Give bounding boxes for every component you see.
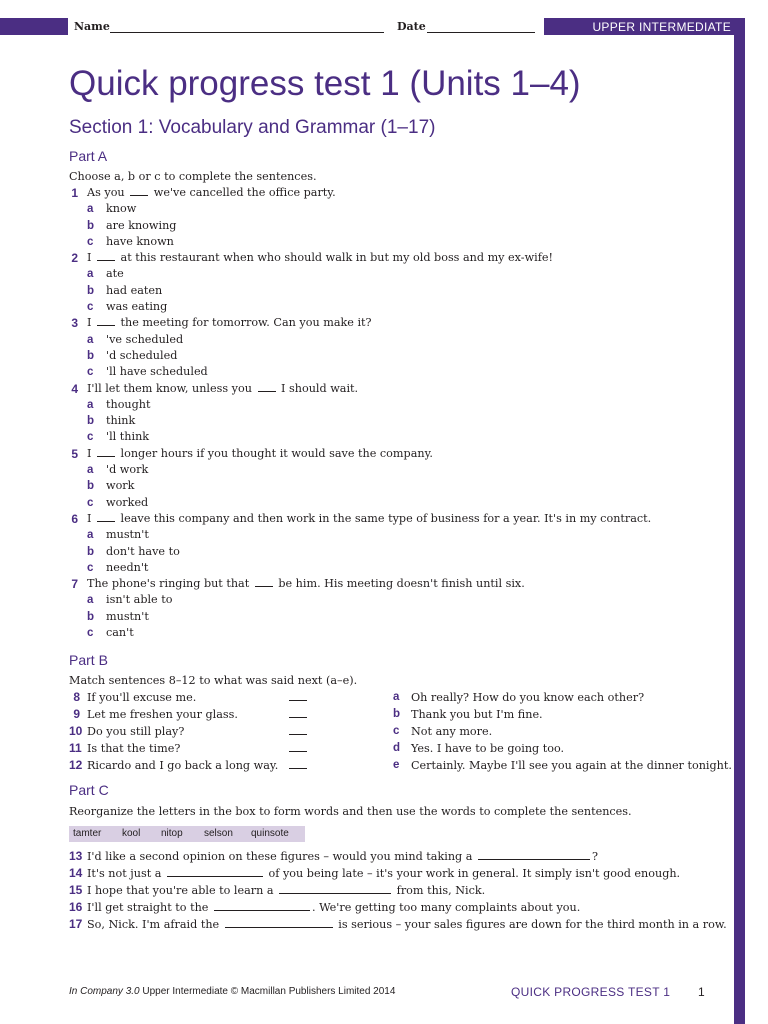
question-number: 1 [71,186,78,200]
option-row[interactable] [69,544,719,560]
option-text: 've scheduled [106,332,184,346]
sentence-text: So, Nick. I'm afraid the is serious – your sales figures are down for the third month in a row. [87,918,727,931]
response-text: Certainly. Maybe I'll see you again at the dinner tonight. [411,759,732,772]
name-field[interactable] [110,32,384,33]
answer-blank[interactable] [97,250,115,261]
option-letter: a [87,594,94,607]
response-letter: e [393,759,400,771]
sentence-text: Is that the time? [87,742,181,755]
option-letter: b [87,415,95,428]
response-text: Thank you but I'm fine. [411,708,543,721]
page-title: Quick progress test 1 (Units 1–4) [69,64,581,103]
option-letter: a [87,398,94,411]
option-letter: c [87,431,94,444]
footer-copyright [69,986,395,997]
option-letter: b [87,610,95,623]
answer-blank[interactable] [97,446,115,457]
option-row[interactable] [69,609,719,625]
question-number: 3 [71,316,78,331]
question-number: 2 [71,251,78,266]
option-text: have known [106,234,174,248]
sentence-text: It's not just a of you being late – it's your work in general. It simply isn't good enough. [87,867,681,880]
side-accent-bar [734,18,745,1024]
option-letter: b [87,219,95,232]
option-text: don't have to [106,544,180,558]
answer-blank[interactable] [258,381,276,392]
response-text: Oh really? How do you know each other? [411,691,645,704]
option-row[interactable] [69,218,719,234]
question-text: As you we've cancelled the office party. [87,186,336,199]
option-text: mustn't [106,528,149,542]
question-row [69,576,719,592]
part-c-heading: Part C [69,782,109,798]
option-text: mustn't [106,609,149,623]
word-answer-blank[interactable] [225,917,333,928]
question-row [69,185,719,201]
match-answer-blank[interactable] [289,700,307,701]
sentence-number: 14 [69,866,83,880]
option-row[interactable] [69,348,719,364]
match-row [69,740,729,757]
option-row[interactable] [69,201,719,217]
part-c-sentences [69,848,729,933]
level-label: UPPER INTERMEDIATE [592,20,731,34]
option-letter: b [87,284,95,297]
option-letter: b [87,480,95,493]
option-row[interactable] [69,397,719,413]
part-c-instruction: Reorganize the letters in the box to form words and then use the words to complete the sentences. [69,805,632,818]
option-text: are knowing [106,218,177,232]
scrambled-word: nitop [161,828,183,839]
question-row [69,446,719,462]
option-letter: c [87,561,94,574]
sentence-number: 11 [69,741,82,755]
option-row[interactable] [69,527,719,543]
option-row[interactable] [69,478,719,494]
sentence-number: 17 [69,917,83,931]
option-row[interactable] [69,560,719,576]
name-label: Name [74,20,110,33]
response-letter: c [393,725,400,737]
sentence-text: Do you still play? [87,725,185,738]
question-text: I'll let them know, unless you I should wait. [87,381,359,395]
answer-blank[interactable] [97,511,115,522]
option-letter: a [87,203,94,216]
question-number: 6 [71,511,78,526]
gap-fill-row [69,916,729,933]
option-letter: b [87,545,95,558]
word-answer-blank[interactable] [214,900,310,911]
option-text: 'll think [106,430,150,444]
option-text: ate [106,267,124,281]
option-text: 'd scheduled [106,348,178,362]
answer-blank[interactable] [97,315,115,326]
option-letter: a [87,268,94,281]
option-letter: a [87,464,94,477]
response-text: Yes. I have to be going too. [411,742,565,755]
response-letter: a [393,691,400,703]
option-text: think [106,414,136,428]
option-text: had eaten [106,283,163,297]
sentence-number: 8 [73,690,80,704]
option-row[interactable] [69,364,719,380]
option-letter: b [87,349,95,362]
option-text: 'd work [106,463,149,477]
sentence-text: Ricardo and I go back a long way. [87,759,279,772]
footer-book-title: In Company 3.0 [69,986,140,997]
option-letter: c [87,627,94,640]
option-text: work [106,479,135,493]
match-answer-blank[interactable] [289,734,307,735]
match-row [69,757,732,774]
gap-fill-row [69,899,729,916]
question-text: I leave this company and then work in the same type of business for a year. It's in my contract. [87,511,652,525]
option-letter: a [87,333,94,346]
question-row [69,250,719,266]
option-row[interactable] [69,495,719,511]
question-number: 4 [71,381,78,396]
sentence-number: 9 [73,707,80,721]
scrambled-word: selson [204,828,233,839]
match-row [69,689,729,706]
part-a-instruction: Choose a, b or c to complete the sentences. [69,170,317,183]
sentence-text: Let me freshen your glass. [87,708,238,721]
word-answer-blank[interactable] [478,849,590,860]
date-label: Date [397,20,426,33]
sentence-number: 10 [69,724,83,738]
match-answer-blank[interactable] [289,717,307,718]
sentence-text: I'll get straight to the . We're getting too many complaints about you. [87,901,581,914]
option-letter: c [87,366,94,379]
part-b-matching [69,689,732,774]
option-text: 'll have scheduled [106,365,208,379]
question-text: I longer hours if you thought it would save the company. [87,446,433,460]
option-letter: c [87,235,94,248]
option-text: isn't able to [106,593,173,607]
option-row[interactable] [69,332,719,348]
option-letter: c [87,496,94,509]
part-a-heading: Part A [69,148,108,164]
page-number: 1 [698,985,705,999]
header-accent-bar [0,18,68,35]
match-row [69,723,729,740]
option-text: know [106,202,137,216]
word-answer-blank[interactable] [167,866,263,877]
sentence-number: 13 [69,849,83,863]
question-row [69,511,719,527]
part-b-heading: Part B [69,652,108,668]
option-row[interactable] [69,462,719,478]
option-row[interactable] [69,413,719,429]
response-letter: d [393,742,401,754]
word-box [69,826,305,842]
section-heading: Section 1: Vocabulary and Grammar (1–17) [69,117,436,138]
question-text: I at this restaurant when who should walk in but my old boss and my ex-wife! [87,251,553,265]
option-text: worked [106,495,149,509]
part-b-instruction: Match sentences 8–12 to what was said next (a–e). [69,674,358,687]
option-text: can't [106,626,134,640]
question-number: 7 [71,577,78,592]
question-number: 5 [71,446,78,461]
match-answer-blank[interactable] [289,768,307,769]
question-row [69,315,719,331]
scrambled-word: kool [122,828,141,839]
option-row[interactable] [69,429,719,445]
response-text: Not any more. [411,725,493,738]
sentence-text: I hope that you're able to learn a from this, Nick. [87,884,486,897]
option-row[interactable] [69,625,719,641]
match-row [69,706,729,723]
gap-fill-row [69,882,729,899]
option-row[interactable] [69,266,719,282]
sentence-number: 16 [69,900,83,914]
response-letter: b [393,708,401,720]
date-field[interactable] [427,32,535,33]
sentence-text: I'd like a second opinion on these figures – would you mind taking a ? [87,850,598,863]
answer-blank[interactable] [255,576,273,587]
option-row[interactable] [69,283,719,299]
question-row [69,381,719,397]
option-row[interactable] [69,592,719,608]
part-a-questions [69,185,719,641]
option-row[interactable] [69,299,719,315]
gap-fill-row [69,865,729,882]
question-text: I the meeting for tomorrow. Can you make it? [87,316,372,330]
option-letter: a [87,529,94,542]
match-answer-blank[interactable] [289,751,307,752]
gap-fill-row [69,848,729,865]
option-row[interactable] [69,234,719,250]
footer-test-name: QUICK PROGRESS TEST 1 [511,985,671,999]
sentence-number: 15 [69,883,83,897]
scrambled-word: quinsote [251,828,289,839]
option-text: needn't [106,560,149,574]
question-text: The phone's ringing but that be him. His meeting doesn't finish until six. [87,577,525,591]
option-text: was eating [106,300,168,314]
scrambled-word: tamter [73,828,102,839]
sentence-number: 12 [69,758,83,772]
sentence-text: If you'll excuse me. [87,691,197,704]
option-letter: c [87,301,94,314]
option-text: thought [106,397,151,411]
footer-copyright-text: Upper Intermediate © Macmillan Publishers Limited 2014 [142,986,396,997]
answer-blank[interactable] [130,185,148,196]
word-answer-blank[interactable] [279,883,391,894]
